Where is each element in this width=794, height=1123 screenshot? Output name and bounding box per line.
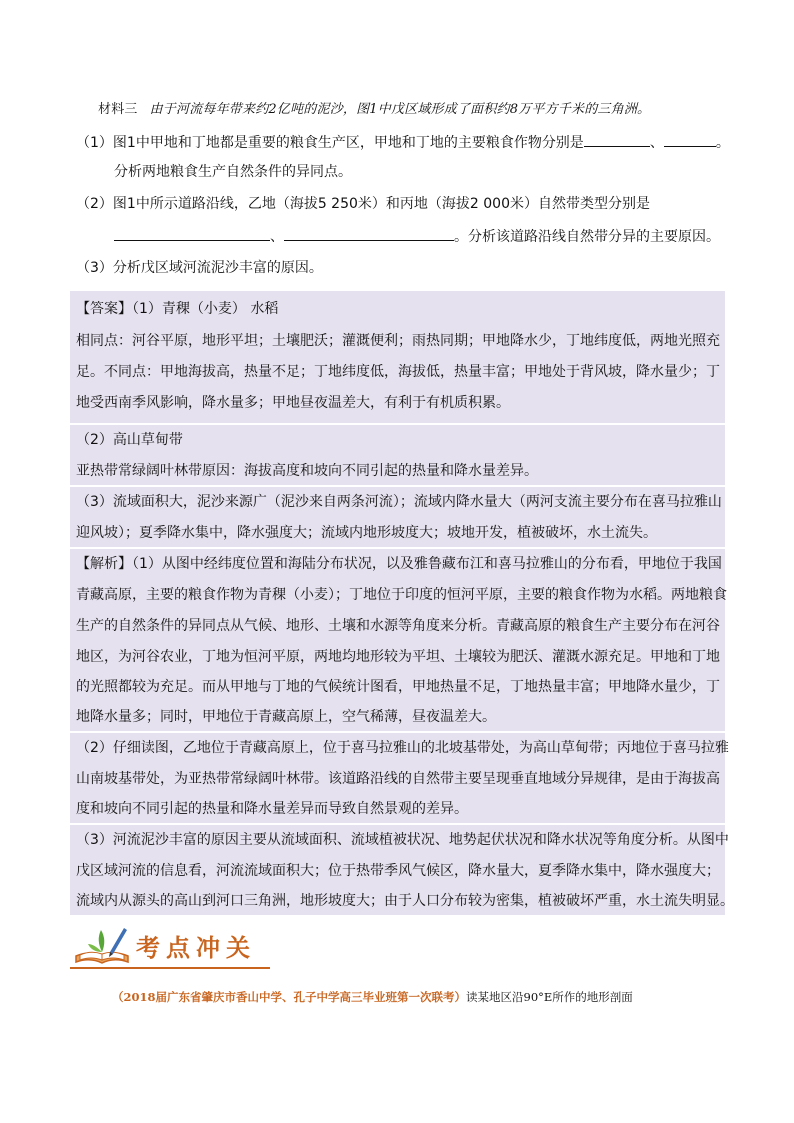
- analysis-line: 戊区域河流的信息看，河流流域面积大；位于热带季风气候区，降水量大，夏季降水集中，降水强度大；: [76, 863, 720, 879]
- exam-source: （2018届广东省肇庆市香山中学、孔子中学高三毕业班第一次联考）: [112, 990, 467, 1004]
- analysis-line: 【解析】（1）从图中经纬度位置和海陆分布状况，以及雅鲁藏布江和喜马拉雅山的分布看，甲地位于我国: [76, 556, 722, 572]
- analysis-line: 地区，为河谷农业，丁地为恒河平原，两地均地形较为平坦、土壤较为肥沃、灌溉水源充足。甲地和丁地: [76, 649, 720, 665]
- section-banner: [70, 922, 270, 974]
- banner-title: 考点冲关: [136, 933, 256, 962]
- sentence-end: 。: [715, 135, 730, 151]
- answer-analysis-box: [70, 291, 734, 915]
- material-label: 材料三: [98, 102, 138, 117]
- analysis-line: 地降水量多；同时，甲地位于青藏高原上，空气稀薄，昼夜温差大。: [76, 709, 496, 725]
- answer-blank: [664, 132, 716, 147]
- analysis-line: 的光照都较为充足。而从甲地与丁地的气候统计图看，甲地热量不足，丁地热量丰富；甲地降水量少，丁: [76, 679, 720, 695]
- exam-source-line: [112, 989, 732, 1005]
- analysis-line: （2）仔细读图，乙地位于青藏高原上，位于喜马拉雅山的北坡基带处，为高山草甸带；丙地位于喜马拉雅: [76, 740, 729, 756]
- question-1-text: （1）图1中甲地和丁地都是重要的粮食生产区，甲地和丁地的主要粮食作物分别是: [76, 135, 584, 151]
- banner-underline: [70, 967, 270, 969]
- divider: [70, 423, 725, 425]
- answer-line: 相同点：河谷平原，地形平坦；土壤肥沃；灌溉便利；雨热同期；甲地降水少，丁地纬度低，两地光照充: [76, 333, 720, 349]
- question-3: （3）分析戊区域河流泥沙丰富的原因。: [76, 260, 323, 276]
- question-2-line-1: （2）图1中所示道路沿线，乙地（海拔5 250米）和丙地（海拔2 000米）自然带类型分别是: [76, 196, 650, 212]
- answer-line: （3）流域面积大，泥沙来源广（泥沙来自两条河流）；流域内降水量大（两河支流主要分布在喜马拉雅山: [76, 494, 722, 510]
- answer-blank: [584, 132, 650, 147]
- answer-line: 迎风坡）；夏季降水集中，降水强度大；流域内地形坡度大；坡地开发，植被破坏，水土流失。: [76, 525, 657, 541]
- question-1-line-2: 分析两地粮食生产自然条件的异同点。: [114, 164, 352, 180]
- analysis-line: （3）河流泥沙丰富的原因主要从流域面积、流域植被状况、地势起伏状况和降水状况等角度分析。从图中: [76, 832, 729, 848]
- material-three: [98, 98, 738, 117]
- answer-blank: [284, 226, 454, 241]
- divider: [70, 547, 725, 549]
- divider: [70, 731, 725, 733]
- question-2-tail: 。分析该道路沿线自然带分异的主要原因。: [454, 229, 720, 245]
- answer-line: 地受西南季风影响，降水量多；甲地昼夜温差大，有利于有机质积累。: [76, 395, 510, 411]
- blank-separator: 、: [270, 229, 284, 245]
- answer-line: （2）高山草甸带: [76, 432, 183, 448]
- analysis-line: 青藏高原，主要的粮食作物为青稞（小麦）；丁地位于印度的恒河平原，主要的粮食作物为水稻。两地粮食: [76, 587, 727, 603]
- answer-blank: [114, 226, 270, 241]
- question-lead-text: 读某地区沿90°E所作的地形剖面: [466, 990, 633, 1004]
- divider: [70, 485, 725, 487]
- analysis-line: 生产的自然条件的异同点从气候、地形、土壤和水源等角度来分析。青藏高原的粮食生产主要分布在河谷: [76, 618, 720, 634]
- answer-line: 亚热带常绿阔叶林带原因：海拔高度和坡向不同引起的热量和降水量差异。: [76, 463, 538, 479]
- question-1-line-1: [76, 132, 730, 153]
- analysis-line: 流域内从源头的高山到河口三角洲，地形坡度大；由于人口分布较为密集，植被破坏严重，水土流失明显。: [76, 893, 734, 909]
- book-pen-icon: [72, 922, 134, 968]
- analysis-line: 度和坡向不同引起的热量和降水量差异而导致自然景观的差异。: [76, 801, 468, 817]
- question-2-line-2: [114, 226, 720, 247]
- divider: [70, 823, 725, 825]
- answer-line: 【答案】（1）青稞（小麦） 水稻: [76, 301, 279, 317]
- analysis-line: 山南坡基带处，为亚热带常绿阔叶林带。该道路沿线的自然带主要呈现垂直地域分异规律，是由于海拔高: [76, 771, 720, 787]
- blank-separator: 、: [649, 135, 664, 151]
- material-text: 由于河流每年带来约2亿吨的泥沙，图1中戊区域形成了面积约8万平方千米的三角洲。: [149, 102, 651, 117]
- answer-line: 足。不同点：甲地海拔高，热量不足；丁地纬度低，海拔低，热量丰富；甲地处于背风坡，降水量少；丁: [76, 364, 720, 380]
